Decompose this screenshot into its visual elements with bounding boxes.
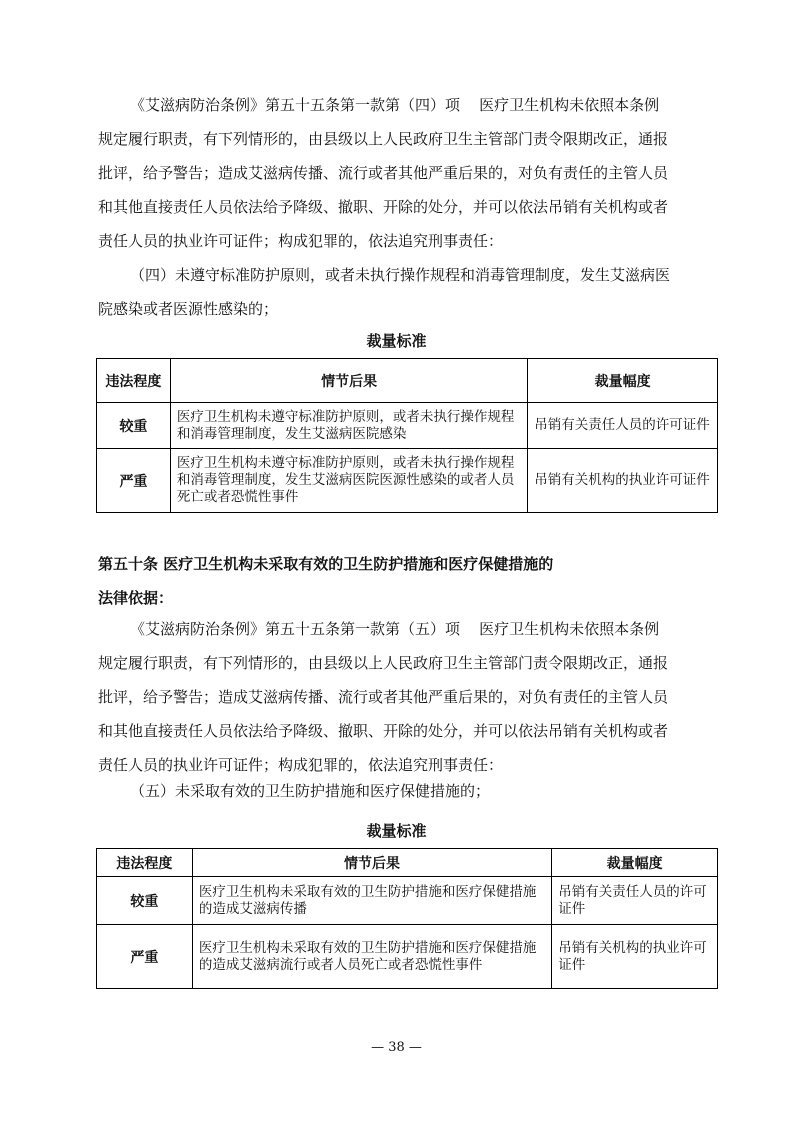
- header-cell: 情节后果: [192, 849, 551, 877]
- paragraph-item-5: [98, 774, 710, 808]
- text-line: （五）未采取有效的卫生防护措施和医疗保健措施的；: [130, 782, 491, 800]
- level-cell: 较重: [97, 877, 193, 925]
- penalty-table-2: [96, 848, 718, 989]
- level-cell: 严重: [97, 449, 171, 513]
- text-line: 责任人员的执业许可证件；构成犯罪的，依法追究刑事责任：: [98, 232, 504, 250]
- table-row: [97, 403, 718, 449]
- detail-cell: 医疗卫生机构未采取有效的卫生防护措施和医疗保健措施的造成艾滋病传播: [192, 877, 551, 925]
- text-line: 院感染或者医源性感染的；: [98, 300, 279, 318]
- text-line: 《艾滋病防治条例》第五十五条第一款第（四）项 医疗卫生机构未依照本条例: [130, 96, 660, 114]
- penalty-cell: 吊销有关责任人员的许可证件: [552, 877, 718, 925]
- header-cell: 裁量幅度: [552, 849, 718, 877]
- text-line: 规定履行职责，有下列情形的，由县级以上人民政府卫生主管部门责令限期改正，通报: [98, 654, 669, 672]
- text-line: 批评，给予警告；造成艾滋病传播、流行或者其他严重后果的，对负有责任的主管人员: [98, 688, 669, 706]
- penalty-cell: 吊销有关责任人员的许可证件: [528, 403, 718, 449]
- paragraph-legal-text-1: [98, 88, 710, 258]
- paragraph-legal-text-2: [98, 612, 710, 782]
- header-cell: 违法程度: [97, 849, 193, 877]
- table-row: [97, 449, 718, 513]
- section-title: 第五十条 医疗卫生机构未采取有效的卫生防护措施和医疗保健措施的: [98, 555, 554, 573]
- text-line: 责任人员的执业许可证件；构成犯罪的，依法追究刑事责任：: [98, 756, 504, 774]
- text-line: 批评，给予警告；造成艾滋病传播、流行或者其他严重后果的，对负有责任的主管人员: [98, 164, 669, 182]
- penalty-cell: 吊销有关机构的执业许可证件: [528, 449, 718, 513]
- page-number: — 38 —: [371, 1040, 422, 1055]
- detail-cell: 医疗卫生机构未遵守标准防护原则，或者未执行操作规程和消毒管理制度，发生艾滋病医院感染: [170, 403, 527, 449]
- text-line: 和其他直接责任人员依法给予降级、撤职、开除的处分，并可以依法吊销有关机构或者: [98, 198, 669, 216]
- header-cell: 违法程度: [97, 359, 171, 403]
- level-cell: 较重: [97, 403, 171, 449]
- table-header-row: [97, 849, 718, 877]
- legal-basis-label: 法律依据：: [98, 589, 174, 607]
- table-caption: 裁量标准: [366, 332, 427, 350]
- header-cell: 裁量幅度: [528, 359, 718, 403]
- detail-cell: 医疗卫生机构未遵守标准防护原则，或者未执行操作规程和消毒管理制度，发生艾滋病医院医源性感染的或者人员死亡或者恐慌性事件: [170, 449, 527, 513]
- table-header-row: [97, 359, 718, 403]
- text-line: （四）未遵守标准防护原则，或者未执行操作规程和消毒管理制度，发生艾滋病医: [130, 266, 671, 284]
- text-line: 规定履行职责，有下列情形的，由县级以上人民政府卫生主管部门责令限期改正，通报: [98, 130, 669, 148]
- text-line: 和其他直接责任人员依法给予降级、撤职、开除的处分，并可以依法吊销有关机构或者: [98, 722, 669, 740]
- text-line: 《艾滋病防治条例》第五十五条第一款第（五）项 医疗卫生机构未依照本条例: [130, 620, 660, 638]
- table-row: [97, 925, 718, 989]
- detail-cell: 医疗卫生机构未采取有效的卫生防护措施和医疗保健措施的造成艾滋病流行或者人员死亡或者恐慌性事件: [192, 925, 551, 989]
- penalty-cell: 吊销有关机构的执业许可证件: [552, 925, 718, 989]
- header-cell: 情节后果: [170, 359, 527, 403]
- level-cell: 严重: [97, 925, 193, 989]
- table-caption: 裁量标准: [366, 822, 427, 840]
- paragraph-item-4: [98, 258, 710, 326]
- penalty-table-1: [96, 358, 718, 513]
- table-row: [97, 877, 718, 925]
